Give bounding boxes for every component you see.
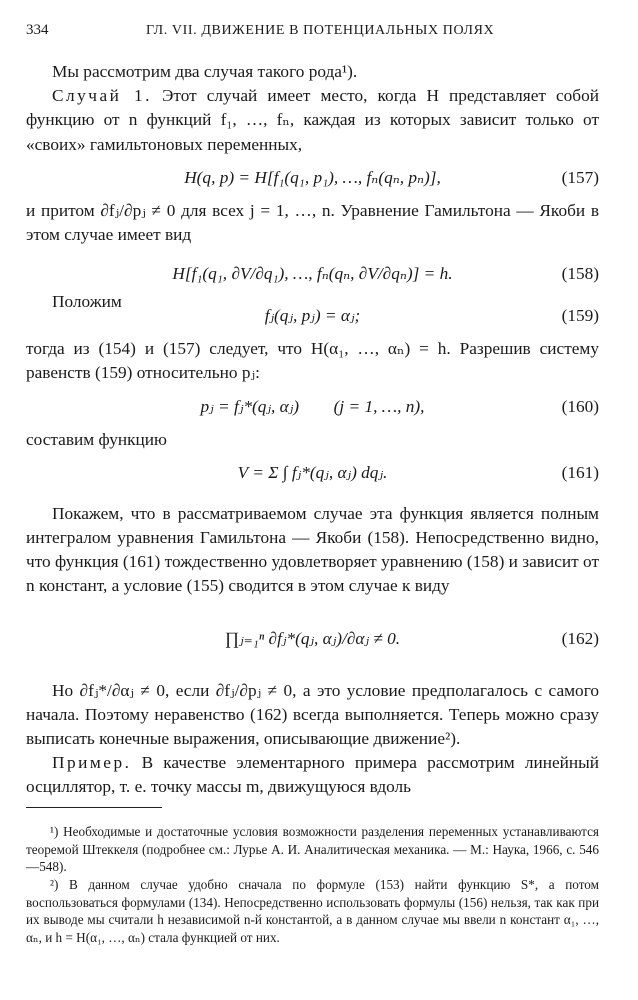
equation-157	[26, 157, 599, 199]
paragraph-6: Покажем, что в рассматриваемом случае эта функция является полным интегралом уравнения Гамильтона — Якоби (158). Непосредственно видно, что функция (161) тождественно удовлетворяет уравнению (158) и зависит от n констант, а условие (155) сводится в этом случае к виду	[26, 503, 599, 596]
example-text: В качестве элементарного примера рассмотрим линейный осциллятор, т. е. точку массы m, движущуюся вдоль	[26, 753, 599, 797]
equation-160-formula: pⱼ = fⱼ*(qⱼ, αⱼ) (j = 1, …, n),	[200, 396, 425, 416]
paragraph-1: Мы рассмотрим два случая такого рода¹).	[52, 62, 358, 81]
equation-159	[26, 292, 599, 331]
equation-159-label: Положим	[52, 292, 122, 312]
running-title: ГЛ. VII. ДВИЖЕНИЕ В ПОТЕНЦИАЛЬНЫХ ПОЛЯХ	[146, 23, 495, 38]
equation-162-formula: ∏ⱼ₌₁ⁿ ∂fⱼ*(qⱼ, αⱼ)/∂αⱼ ≠ 0.	[224, 628, 401, 648]
equation-161	[26, 452, 599, 494]
paragraph-case-1	[26, 84, 599, 157]
equation-162-number: (162)	[561, 628, 599, 648]
page-number: 334	[26, 22, 49, 38]
footnote-1	[26, 823, 599, 876]
page-header	[26, 22, 606, 42]
main-text	[26, 60, 599, 800]
paragraph-7: Но ∂fⱼ*/∂αⱼ ≠ 0, если ∂fⱼ/∂pⱼ ≠ 0, а это условие предполагалось с самого начала. Поэтому неравенство (162) всегда выполняется. Теперь можно сразу выписать конечные выражения, описывающие движение²).	[26, 680, 599, 749]
footnote-divider	[26, 807, 162, 808]
equation-162	[26, 599, 599, 679]
equation-160-number: (160)	[561, 396, 599, 416]
equation-160	[26, 386, 599, 428]
example-lead: Пример.	[52, 753, 132, 773]
case-1-lead: Случай 1.	[52, 86, 152, 106]
equation-157-number: (157)	[561, 167, 599, 187]
equation-158-formula: H[f₁(q₁, ∂V/∂q₁), …, fₙ(qₙ, ∂V/∂qₙ)] = h.	[172, 264, 453, 284]
equation-158-number: (158)	[561, 264, 599, 284]
equation-161-number: (161)	[561, 462, 599, 482]
footnote-2-text: ²) В данном случае удобно сначала по формуле (153) найти функцию S*, а потом воспользоваться формулами (134). Непосредственно использовать формулы (156) нельзя, так как при их выводе мы считали h независимой n-й константой, а в данном случае мы ввели n констант α₁, …, αₙ, и h = H(α₁, …, αₙ) стала функцией от них.	[26, 877, 599, 945]
paragraph-example	[26, 751, 599, 799]
case-1-text: Этот случай имеет место, когда H представляет собой функцию от n функций f₁, …, fₙ, каждая из которых зависит только от «своих» гамильтоновых переменных,	[26, 86, 599, 154]
footnote-1-text: ¹) Необходимые и достаточные условия возможности разделения переменных устанавливаются теоремой Штеккеля (подробнее см.: Лурье А. И. Аналитическая механика. — М.: Наука, 1966, с. 546—548).	[26, 824, 599, 874]
footnote-2	[26, 876, 599, 946]
equation-157-formula: H(q, p) = H[f₁(q₁, p₁), …, fₙ(qₙ, pₙ)],	[184, 167, 441, 187]
paragraph-4: тогда из (154) и (157) следует, что H(α₁, …, αₙ) = h. Разрешив систему равенств (159) относительно pⱼ:	[26, 339, 599, 383]
equation-161-formula: V = Σ ∫ fⱼ*(qⱼ, αⱼ) dqⱼ.	[237, 462, 388, 482]
paragraph-3: и притом ∂fⱼ/∂pⱼ ≠ 0 для всех j = 1, …, n. Уравнение Гамильтона — Якоби в этом случае имеет вид	[26, 200, 599, 245]
equation-159-number: (159)	[561, 306, 599, 326]
equation-159-formula: fⱼ(qⱼ, pⱼ) = αⱼ;	[264, 306, 361, 326]
paragraph-5: составим функцию	[26, 429, 167, 449]
